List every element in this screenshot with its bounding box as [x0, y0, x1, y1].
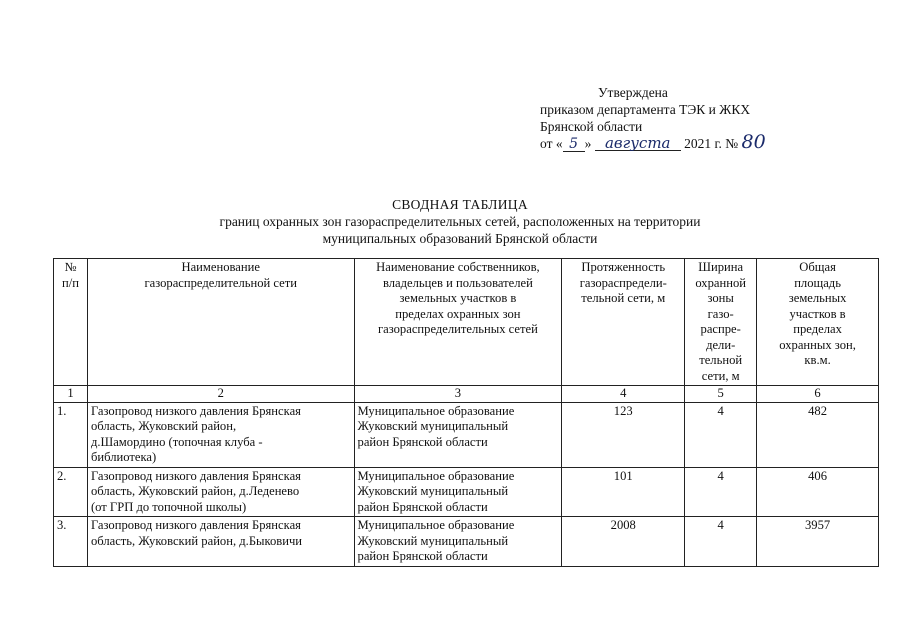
- column-index-row: [54, 386, 879, 403]
- cell-line: Муниципальное образование: [357, 403, 515, 418]
- handwritten-month: августа: [595, 136, 681, 151]
- cell-line: район Брянской области: [357, 499, 488, 514]
- cell-line: д.Шамордино (топочная клуба -: [90, 434, 263, 449]
- zone-area: 3957: [757, 517, 879, 567]
- cell-line: владельцев и пользователей: [382, 275, 533, 290]
- cell-line: Наименование: [181, 260, 260, 274]
- approval-order-line: приказом департамента ТЭК и ЖКХ: [540, 102, 751, 117]
- header-cell-area: [757, 259, 879, 386]
- zone-width: 4: [685, 517, 757, 567]
- cell-line: Протяженность: [581, 260, 666, 274]
- row-number: 1.: [54, 402, 88, 467]
- owner-name: [354, 467, 562, 517]
- cell-line: Газопровод низкого давления Брянская: [90, 468, 301, 483]
- cell-line: Общая: [799, 260, 836, 274]
- approval-date-line: [540, 131, 776, 153]
- approval-region-line: Брянской области: [540, 119, 643, 134]
- cell-line: район Брянской области: [357, 549, 488, 563]
- cell-line: библиотека): [90, 450, 157, 464]
- table-row: [54, 467, 879, 517]
- cell-line: газораспределительной сети: [144, 275, 298, 290]
- cell-line: Жуковский муниципальный: [357, 533, 509, 548]
- cell-line: Жуковский муниципальный: [357, 419, 509, 433]
- cell-line: п/п: [61, 275, 79, 290]
- table-row: [54, 517, 879, 567]
- network-name: [87, 467, 354, 517]
- cell-line: пределах охранных зон: [395, 306, 521, 321]
- summary-table: [53, 258, 879, 567]
- header-cell-network: [87, 259, 354, 386]
- row-number: 3.: [54, 517, 88, 567]
- cell-line: область, Жуковский район, д.Леденево: [90, 484, 300, 498]
- cell-line: дели-: [706, 337, 736, 352]
- cell-line: тельной сети, м: [581, 291, 666, 305]
- zone-width: 4: [685, 402, 757, 467]
- document-title: [120, 196, 800, 247]
- column-index: 1: [54, 386, 88, 403]
- header-cell-width: [685, 259, 757, 386]
- cell-line: распре-: [700, 322, 741, 336]
- zone-area: 406: [757, 467, 879, 517]
- row-number: 2.: [54, 467, 88, 517]
- network-name: [87, 517, 354, 567]
- column-index: 4: [562, 386, 685, 403]
- title-subtitle-1: границ охранных зон газораспределительных сетей, расположенных на территории: [219, 214, 701, 229]
- header-row: [54, 259, 879, 386]
- header-cell-owner: [354, 259, 562, 386]
- cell-line: участков в: [789, 306, 846, 321]
- cell-line: земельных участков в: [399, 291, 517, 305]
- column-index: 5: [685, 386, 757, 403]
- header-cell-number: [54, 259, 88, 386]
- cell-line: газо-: [707, 306, 734, 321]
- owner-name: [354, 517, 562, 567]
- network-length: 123: [562, 402, 685, 467]
- cell-line: сети, м: [701, 368, 740, 383]
- approval-heading: Утверждена: [598, 85, 668, 100]
- column-index: 6: [757, 386, 879, 403]
- cell-line: Муниципальное образование: [357, 518, 515, 532]
- cell-line: Газопровод низкого давления Брянская: [90, 518, 301, 532]
- cell-line: область, Жуковский район,: [90, 419, 237, 433]
- header-cell-length: [562, 259, 685, 386]
- title-subtitle-2: муниципальных образований Брянской области: [322, 231, 598, 246]
- cell-line: газораспределительных сетей: [377, 322, 538, 336]
- cell-line: Ширина: [698, 260, 744, 274]
- date-mid: »: [584, 136, 592, 151]
- cell-line: охранных зон,: [779, 337, 856, 352]
- cell-line: Газопровод низкого давления Брянская: [90, 403, 301, 418]
- table-row: [54, 402, 879, 467]
- cell-line: земельных: [788, 291, 847, 305]
- owner-name: [354, 402, 562, 467]
- cell-line: область, Жуковский район, д.Быковичи: [90, 533, 303, 548]
- title-heading: СВОДНАЯ ТАБЛИЦА: [392, 197, 528, 212]
- handwritten-day: 5: [563, 137, 585, 152]
- handwritten-order-number: 80: [741, 131, 766, 153]
- date-prefix: от «: [540, 136, 563, 151]
- cell-line: Жуковский муниципальный: [357, 484, 509, 498]
- cell-line: зоны: [707, 291, 734, 305]
- column-index: 2: [87, 386, 354, 403]
- cell-line: площадь: [794, 275, 841, 290]
- cell-line: (от ГРП до топочной школы): [90, 499, 247, 514]
- network-name: [87, 402, 354, 467]
- cell-line: газораспредели-: [579, 275, 667, 290]
- network-length: 101: [562, 467, 685, 517]
- network-length: 2008: [562, 517, 685, 567]
- cell-line: №: [64, 260, 77, 274]
- cell-line: охранной: [695, 275, 747, 290]
- cell-line: пределах: [793, 322, 842, 336]
- date-year: 2021 г.: [684, 136, 722, 151]
- number-sign: №: [725, 136, 739, 151]
- approval-stamp: [540, 84, 776, 152]
- zone-width: 4: [685, 467, 757, 517]
- column-index: 3: [354, 386, 562, 403]
- cell-line: тельной: [699, 353, 743, 367]
- cell-line: кв.м.: [804, 353, 831, 367]
- cell-line: Наименование собственников,: [376, 260, 540, 274]
- zone-area: 482: [757, 402, 879, 467]
- cell-line: Муниципальное образование: [357, 468, 515, 483]
- cell-line: район Брянской области: [357, 434, 488, 449]
